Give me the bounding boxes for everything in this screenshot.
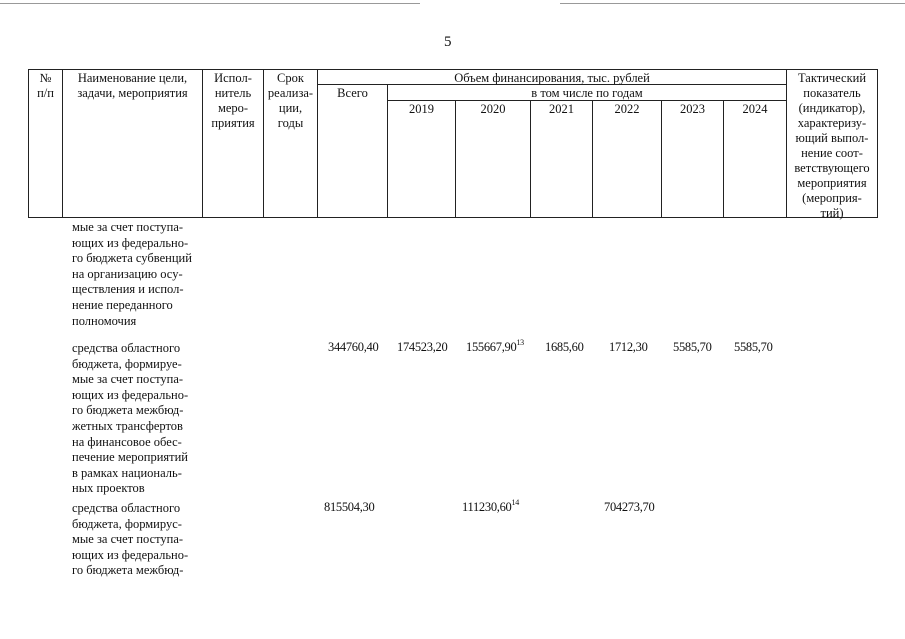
header-total: Всего [317, 84, 388, 218]
row-2-2020: 155667,90$^{13}$ [466, 338, 524, 354]
page-number: 5 [444, 34, 452, 50]
header-no: № п/п [28, 69, 63, 218]
row-2-2019: 174523,20 [397, 340, 448, 354]
header-year-2021: 2021 [530, 100, 593, 218]
header-year-2024: 2024 [723, 100, 787, 218]
row-2-2021: 1685,60 [545, 340, 584, 354]
row-2-text: средства областного бюджета, формируе- мые за счет поступа- ющих из федерально- го бюджета межбюд- жетных трансфертов на финансовое обес- печение мероприятий в рамках националь- ных проектов [72, 341, 189, 496]
row-3-total: 815504,30 [324, 500, 375, 514]
scan-top-edge-right [560, 3, 905, 4]
row-1-text: мые за счет поступа- ющих из федерально- го бюджета субвенций на организацию осу- ществления и испол- нение переданного полномочия [72, 220, 192, 328]
header-year-2023: 2023 [661, 100, 724, 218]
header-year-2020: 2020 [455, 100, 531, 218]
header-year-2022: 2022 [592, 100, 662, 218]
row-2-total: 344760,40 [328, 340, 379, 354]
row-2-2022: 1712,30 [609, 340, 648, 354]
header-indicator: Тактический показатель (индикатор), характеризу- ющий выпол- нение соот- ветствующего мероприятия (мероприя- тий) [786, 69, 878, 218]
row-3-2020: 111230,60$^{14}$ [462, 498, 519, 514]
header-term: Срок реализа- ции, годы [263, 69, 318, 218]
footnote-14: 14 [511, 498, 519, 507]
row-2-2024: 5585,70 [734, 340, 773, 354]
header-year-2019: 2019 [387, 100, 456, 218]
scan-top-edge [0, 3, 420, 4]
row-2-2023: 5585,70 [673, 340, 712, 354]
row-3-2022: 704273,70 [604, 500, 655, 514]
row-3-text: средства областного бюджета, формирус- мые за счет поступа- ющих из федерально- го бюджета межбюд- [72, 501, 189, 578]
footnote-13: 13 [516, 338, 524, 347]
header-funding: Объем финансирования, тыс. рублей [317, 69, 787, 85]
header-executor: Испол- нитель меро- приятия [202, 69, 264, 218]
header-name: Наименование цели, задачи, мероприятия [62, 69, 203, 218]
header-by-years: в том числе по годам [387, 84, 787, 101]
